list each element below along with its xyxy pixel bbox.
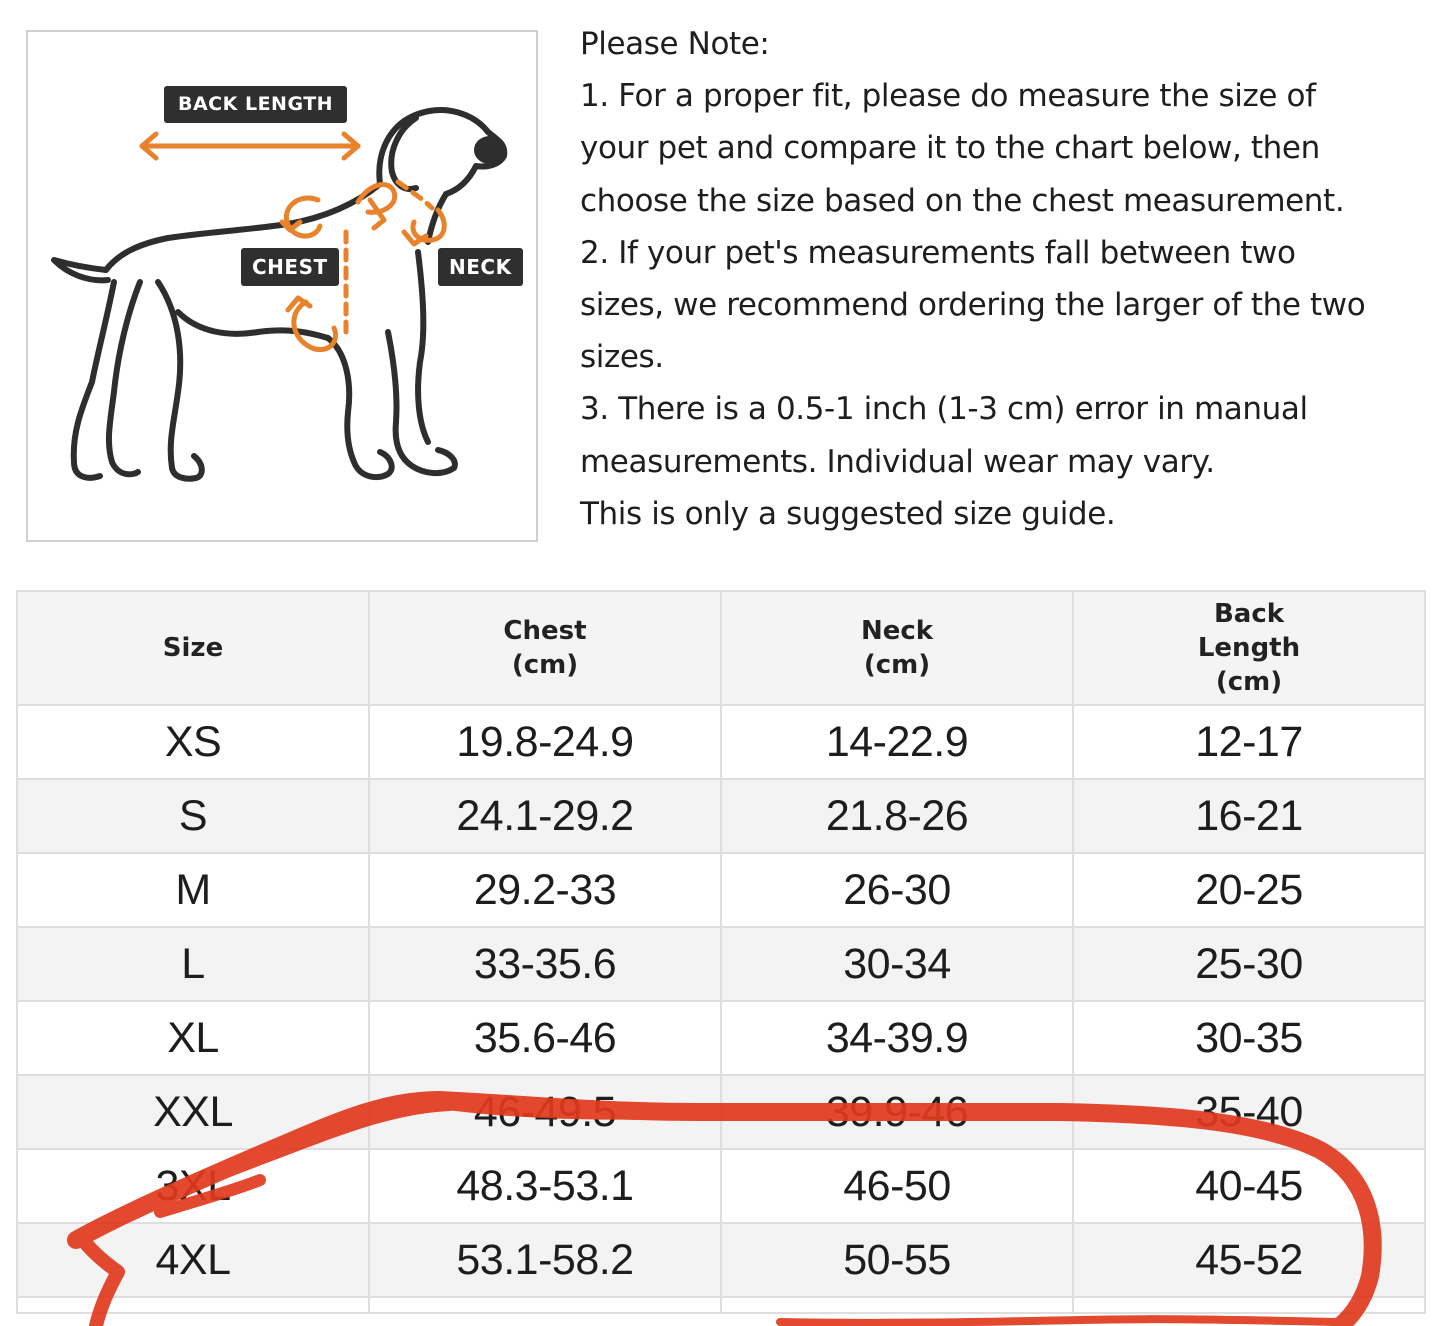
size-cell: 4XL bbox=[17, 1223, 369, 1297]
neck-label: NECK bbox=[438, 248, 523, 286]
chest-cell: 53.1-58.2 bbox=[369, 1223, 721, 1297]
chest-cell: 35.6-46 bbox=[369, 1001, 721, 1075]
back-length-cell: 35-40 bbox=[1073, 1075, 1425, 1149]
note-line: 3. There is a 0.5-1 inch (1-3 cm) error in manual bbox=[580, 391, 1308, 428]
back-length-cell: 40-45 bbox=[1073, 1149, 1425, 1223]
size-cell: XL bbox=[17, 1001, 369, 1075]
neck-cell: 30-34 bbox=[721, 927, 1073, 1001]
notes-title: Please Note: bbox=[580, 26, 770, 62]
table-row bbox=[17, 927, 1425, 1001]
note-line: 1. For a proper fit, please do measure the size of bbox=[580, 78, 1316, 115]
neck-cell: 21.8-26 bbox=[721, 779, 1073, 853]
note-line: sizes. bbox=[580, 339, 664, 376]
neck-cell: 26-30 bbox=[721, 853, 1073, 927]
back-length-cell: 45-52 bbox=[1073, 1223, 1425, 1297]
neck-cell: 34-39.9 bbox=[721, 1001, 1073, 1075]
chest-cell: 46-49.5 bbox=[369, 1075, 721, 1149]
back-length-cell: 30-35 bbox=[1073, 1001, 1425, 1075]
back-length-cell: 16-21 bbox=[1073, 779, 1425, 853]
measurement-diagram bbox=[26, 30, 538, 542]
neck-cell: 39.9-46 bbox=[721, 1075, 1073, 1149]
size-cell: XXL bbox=[17, 1075, 369, 1149]
please-note-section bbox=[580, 18, 1430, 540]
table-row-cut-off bbox=[17, 1297, 1425, 1313]
back-length-cell: 20-25 bbox=[1073, 853, 1425, 927]
size-chart-table bbox=[16, 590, 1426, 1314]
neck-cell: 46-50 bbox=[721, 1149, 1073, 1223]
note-line: measurements. Individual wear may vary. bbox=[580, 443, 1215, 480]
header-back-length: Back Length (cm) bbox=[1073, 591, 1425, 705]
header-size: Size bbox=[17, 591, 369, 705]
note-line: sizes, we recommend ordering the larger of the two bbox=[580, 287, 1366, 324]
note-line: choose the size based on the chest measurement. bbox=[580, 182, 1345, 219]
size-cell: L bbox=[17, 927, 369, 1001]
table-row bbox=[17, 1149, 1425, 1223]
neck-cell: 50-55 bbox=[721, 1223, 1073, 1297]
chest-cell: 29.2-33 bbox=[369, 853, 721, 927]
size-cell: XS bbox=[17, 705, 369, 779]
table-header-row bbox=[17, 591, 1425, 705]
back-length-cell: 12-17 bbox=[1073, 705, 1425, 779]
table-row bbox=[17, 705, 1425, 779]
back-length-label: BACK LENGTH bbox=[164, 86, 347, 123]
chest-cell: 48.3-53.1 bbox=[369, 1149, 721, 1223]
chest-label: CHEST bbox=[241, 248, 339, 286]
table-row bbox=[17, 853, 1425, 927]
chest-cell: 24.1-29.2 bbox=[369, 779, 721, 853]
table-row bbox=[17, 779, 1425, 853]
size-cell: S bbox=[17, 779, 369, 853]
back-length-cell: 25-30 bbox=[1073, 927, 1425, 1001]
chest-cell: 33-35.6 bbox=[369, 927, 721, 1001]
neck-cell: 14-22.9 bbox=[721, 705, 1073, 779]
header-neck: Neck (cm) bbox=[721, 591, 1073, 705]
note-line: your pet and compare it to the chart below, then bbox=[580, 130, 1320, 167]
chest-cell: 19.8-24.9 bbox=[369, 705, 721, 779]
size-cell: 3XL bbox=[17, 1149, 369, 1223]
size-cell: M bbox=[17, 853, 369, 927]
table-row bbox=[17, 1223, 1425, 1297]
table-row bbox=[17, 1001, 1425, 1075]
note-line: 2. If your pet's measurements fall between two bbox=[580, 234, 1296, 271]
table-row bbox=[17, 1075, 1425, 1149]
header-chest: Chest (cm) bbox=[369, 591, 721, 705]
note-line: This is only a suggested size guide. bbox=[580, 495, 1116, 532]
